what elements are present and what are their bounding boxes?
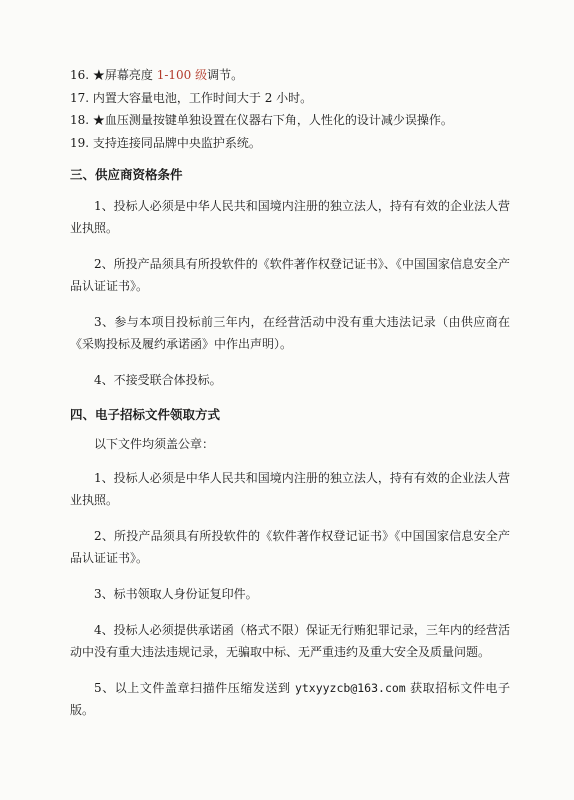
section-3-para-1: 1、投标人必须是中华人民共和国境内注册的独立法人，持有有效的企业法人营业执照。 bbox=[70, 199, 510, 235]
section-4-para-5-prefix: 5、以上文件盖章扫描件压缩发送到 bbox=[94, 681, 295, 695]
list-item-17: 17. 内置大容量电池，工作时间大于 2 小时。 bbox=[70, 90, 313, 105]
section-4-title: 四、电子招标文件领取方式 bbox=[70, 407, 221, 422]
section-3-title: 三、供应商资格条件 bbox=[70, 167, 183, 182]
section-3-para-2: 2、所投产品须具有所投软件的《软件著作权登记证书》、《中国国家信息安全产品认证证书》。 bbox=[70, 257, 510, 293]
section-4-para-5 bbox=[70, 677, 510, 721]
contact-email: ytxyyzcb@163.com bbox=[294, 681, 406, 695]
section-4-intro: 以下文件均须盖公章： bbox=[94, 437, 215, 451]
section-4-para-2: 2、所投产品须具有所投软件的《软件著作权登记证书》《中国国家信息安全产品认证证书》。 bbox=[70, 529, 510, 565]
section-4-para-1: 1、投标人必须是中华人民共和国境内注册的独立法人，持有有效的企业法人营业执照。 bbox=[70, 471, 510, 507]
section-3-para-4: 4、不接受联合体投标。 bbox=[94, 373, 222, 387]
list-item-16-suffix: 调节。 bbox=[207, 68, 244, 82]
list-item-16-prefix: 16. ★屏幕亮度 bbox=[70, 68, 157, 82]
section-3-para-3: 3、参与本项目投标前三年内，在经营活动中没有重大违法记录（由供应商在《采购投标及履约承诺函》中作出声明）。 bbox=[70, 315, 510, 351]
brightness-range: 1-100 级 bbox=[156, 68, 208, 82]
list-item-19: 19. 支持连接同品牌中央监护系统。 bbox=[70, 135, 261, 150]
section-4-para-5-suffix: 获取招标文件电子版。 bbox=[70, 681, 510, 717]
section-4-para-4: 4、投标人必须提供承诺函（格式不限）保证无行贿犯罪记录，三年内的经营活动中没有重大违法违规记录，无骗取中标、无严重违约及重大安全及质量问题。 bbox=[70, 623, 510, 659]
list-item-18: 18. ★血压测量按键单独设置在仪器右下角，人性化的设计减少误操作。 bbox=[70, 113, 453, 127]
list-item-16 bbox=[70, 66, 524, 89]
section-4-para-3: 3、标书领取人身份证复印件。 bbox=[94, 587, 258, 601]
